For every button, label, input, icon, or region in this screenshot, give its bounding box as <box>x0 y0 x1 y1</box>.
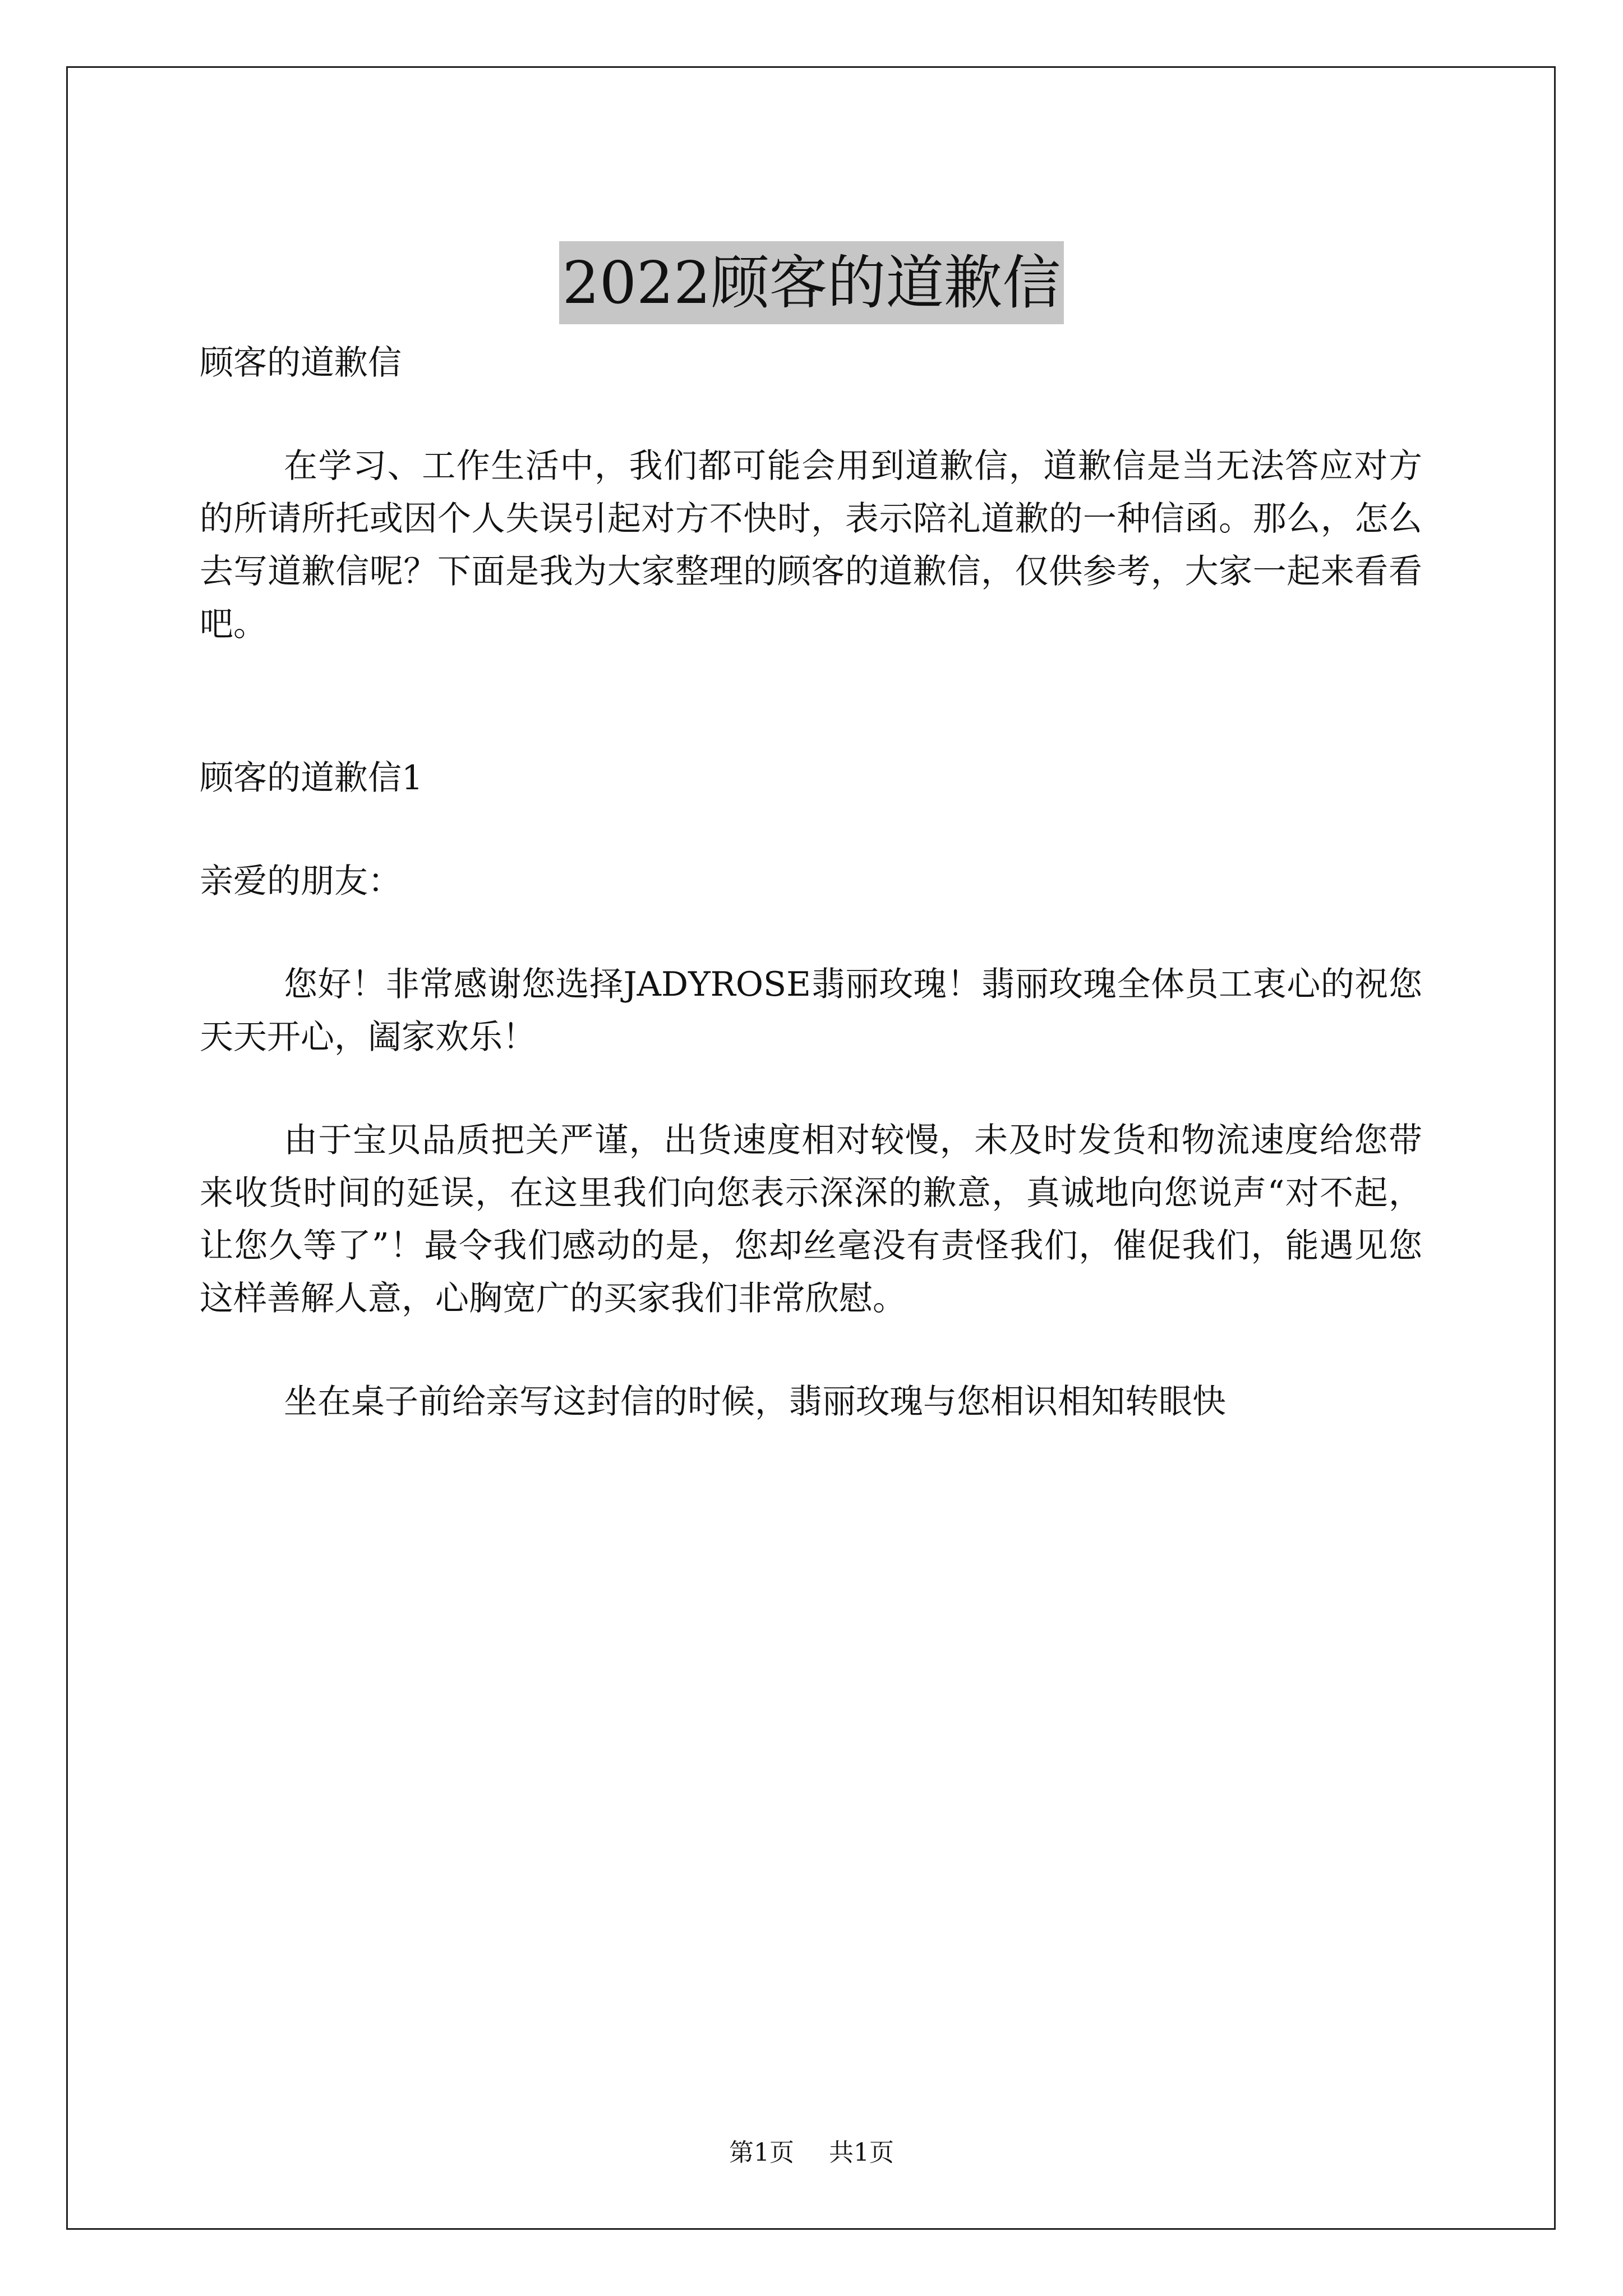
document-body <box>200 337 1422 1479</box>
letter-paragraph-1: 您好！非常感谢您选择JADYROSE翡丽玫瑰！翡丽玫瑰全体员工衷心的祝您天天开心，阖家欢乐！ <box>200 965 1422 1057</box>
letter-1-heading: 顾客的道歉信1 <box>200 758 423 798</box>
letter-paragraph-2: 由于宝贝品质把关严谨，出货速度相对较慢，未及时发货和物流速度给您带来收货时间的延误，在这里我们向您表示深深的歉意，真诚地向您说声“对不起，让您久等了”！最令我们感动的是，您却丝毫没有责怪我们，催促我们，能遇见您这样善解人意，心胸宽广的买家我们非常欣慰。 <box>200 1121 1422 1318</box>
intro-heading: 顾客的道歉信 <box>200 343 402 383</box>
letter-salutation: 亲爱的朋友： <box>200 862 402 901</box>
letter-paragraph-3: 坐在桌子前给亲写这封信的时候，翡丽玫瑰与您相识相知转眼快 <box>284 1382 1226 1421</box>
page-number-current: 第1页 <box>729 2138 794 2167</box>
page-number-total: 共1页 <box>829 2138 894 2167</box>
intro-paragraph: 在学习、工作生活中，我们都可能会用到道歉信，道歉信是当无法答应对方的所请所托或因个人失误引起对方不快时，表示陪礼道歉的一种信函。那么，怎么去写道歉信呢？下面是我为大家整理的顾客的道歉信，仅供参考，大家一起来看看吧。 <box>200 447 1422 644</box>
document-title: 2022顾客的道歉信 <box>559 241 1064 324</box>
page-footer <box>0 2136 1623 2170</box>
